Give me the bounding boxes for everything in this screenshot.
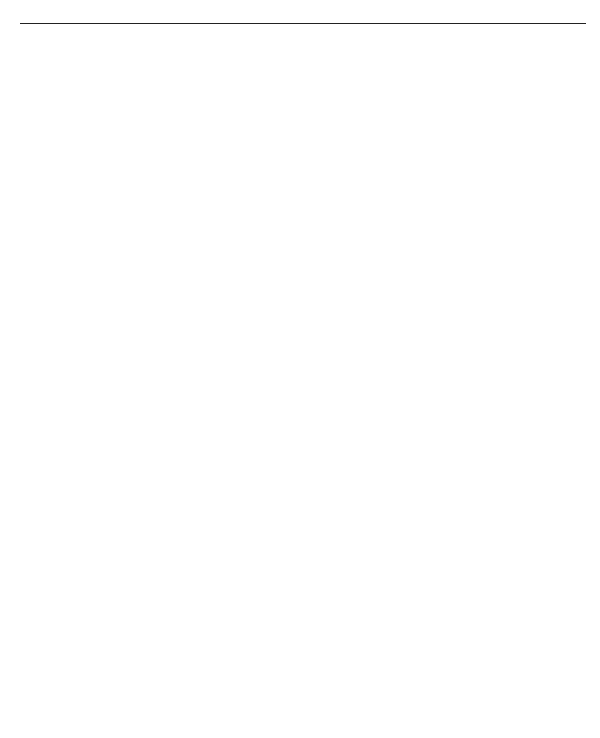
header-rule <box>20 23 586 24</box>
